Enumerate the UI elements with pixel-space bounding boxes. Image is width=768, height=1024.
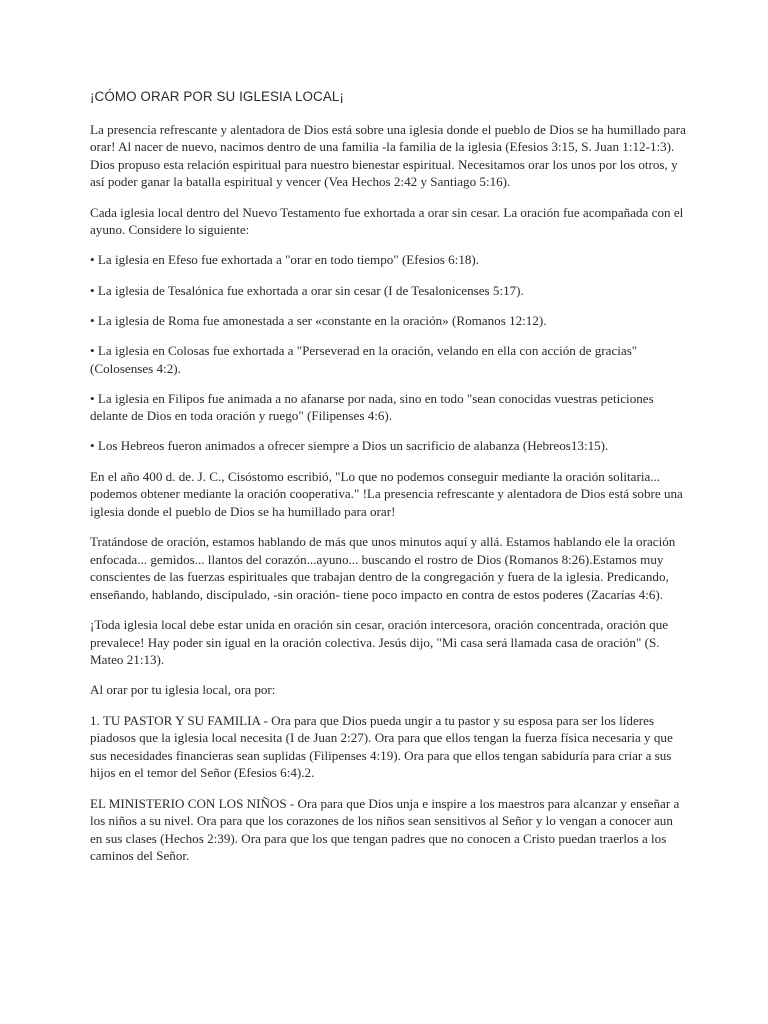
document-page xyxy=(90,88,686,878)
paragraph-pray-for: Al orar por tu iglesia local, ora por: xyxy=(90,682,276,698)
paragraph-focused-prayer: Tratándose de oración, estamos hablando de más que unos minutos aquí y allá. Estamos hablando ele la oración enfocada... gemidos... llantos del corazón...ayuno... buscando el rostro de Dios (Romanos 8:26).Estamos muy conscientes de las fuerzas espirituales que trabajan dentro de la congregación y fuera de la iglesia. Predicando, enseñando, hablando, discipulado, -sin oración- tiene poco impacto en contra de estos poderes (Zacarías 4:6). xyxy=(90,534,676,602)
paragraph-nt-churches: Cada iglesia local dentro del Nuevo Testamento fue exhortada a orar sin cesar. La oración fue acompañada con el ayuno. Considere lo siguiente: xyxy=(90,204,684,238)
bullet-filipos: • La iglesia en Filipos fue animada a no afanarse por nada, sino en todo "sean conocidas vuestras peticiones delante de Dios en toda oración y ruego" (Filipenses 4:6). xyxy=(90,390,654,424)
bullet-colosas: • La iglesia en Colosas fue exhortada a "Perseverad en la oración, velando en ella con acción de gracias" (Colosenses 4:2). xyxy=(90,342,638,376)
paragraph-united-prayer: ¡Toda iglesia local debe estar unida en oración sin cesar, oración intercesora, oración concentrada, oración que prevalece! Hay poder sin igual en la oración colectiva. Jesús dijo, "Mi casa será llamada casa de oración" (S. Mateo 21:13). xyxy=(90,617,669,668)
bullet-efeso: • La iglesia en Efeso fue exhortada a "orar en todo tiempo" (Efesios 6:18). xyxy=(90,252,480,268)
bullet-tesalonica: • La iglesia de Tesalónica fue exhortada a orar sin cesar (I de Tesalonicenses 5:17). xyxy=(90,282,524,298)
paragraph-intro: La presencia refrescante y alentadora de Dios está sobre una iglesia donde el pueblo de Dios se ha humillado para orar! Al nacer de nuevo, nacimos dentro de una familia -la familia de la iglesia (Efesios 3:15, S. Juan 1:12-1:3). Dios propuso esta relación espiritual para nuestro bienestar espiritual. Necesitamos orar los unos por los otros, y así poder ganar la batalla espiritual y vencer (Vea Hechos 2:42 y Santiago 5:16). xyxy=(90,121,686,190)
item-children-ministry: EL MINISTERIO CON LOS NIÑOS - Ora para que Dios unja e inspire a los maestros para alcanzar y enseñar a los niños a su nivel. Ora para que los corazones de los niños sean sensitivos al Señor y lo vengan a conocer aun en sus clases (Hechos 2:39). Ora para que los que tengan padres que no conocen a Cristo puedan traerlos a los caminos del Señor. xyxy=(90,795,680,864)
document-title: ¡CÓMO ORAR POR SU IGLESIA LOCAL¡ xyxy=(90,89,344,104)
paragraph-crisostomo: En el año 400 d. de. J. C., Cisóstomo escribió, "Lo que no podemos conseguir mediante la oración solitaria... podemos obtener mediante la oración cooperativa." !La presencia refrescante y alentadora de Dios está sobre una iglesia donde el pueblo de Dios se ha humillado para orar! xyxy=(90,468,683,519)
bullet-roma: • La iglesia de Roma fue amonestada a ser «constante en la oración» (Romanos 12:12). xyxy=(90,312,547,328)
item-pastor-family: 1. TU PASTOR Y SU FAMILIA - Ora para que Dios pueda ungir a tu pastor y su esposa para ser los líderes piadosos que la iglesia local necesita (I de Juan 2:27). Ora para que ellos tengan la fuerza física necesaria y que sus necesidades financieras sean suplidas (Filipenses 4:19). Ora para que ellos tengan sabiduría para criar a sus hijos en el temor del Señor (Efesios 6:4).2. xyxy=(90,712,673,781)
bullet-hebreos: • Los Hebreos fueron animados a ofrecer siempre a Dios un sacrificio de alabanza (Hebreos13:15). xyxy=(90,438,609,454)
